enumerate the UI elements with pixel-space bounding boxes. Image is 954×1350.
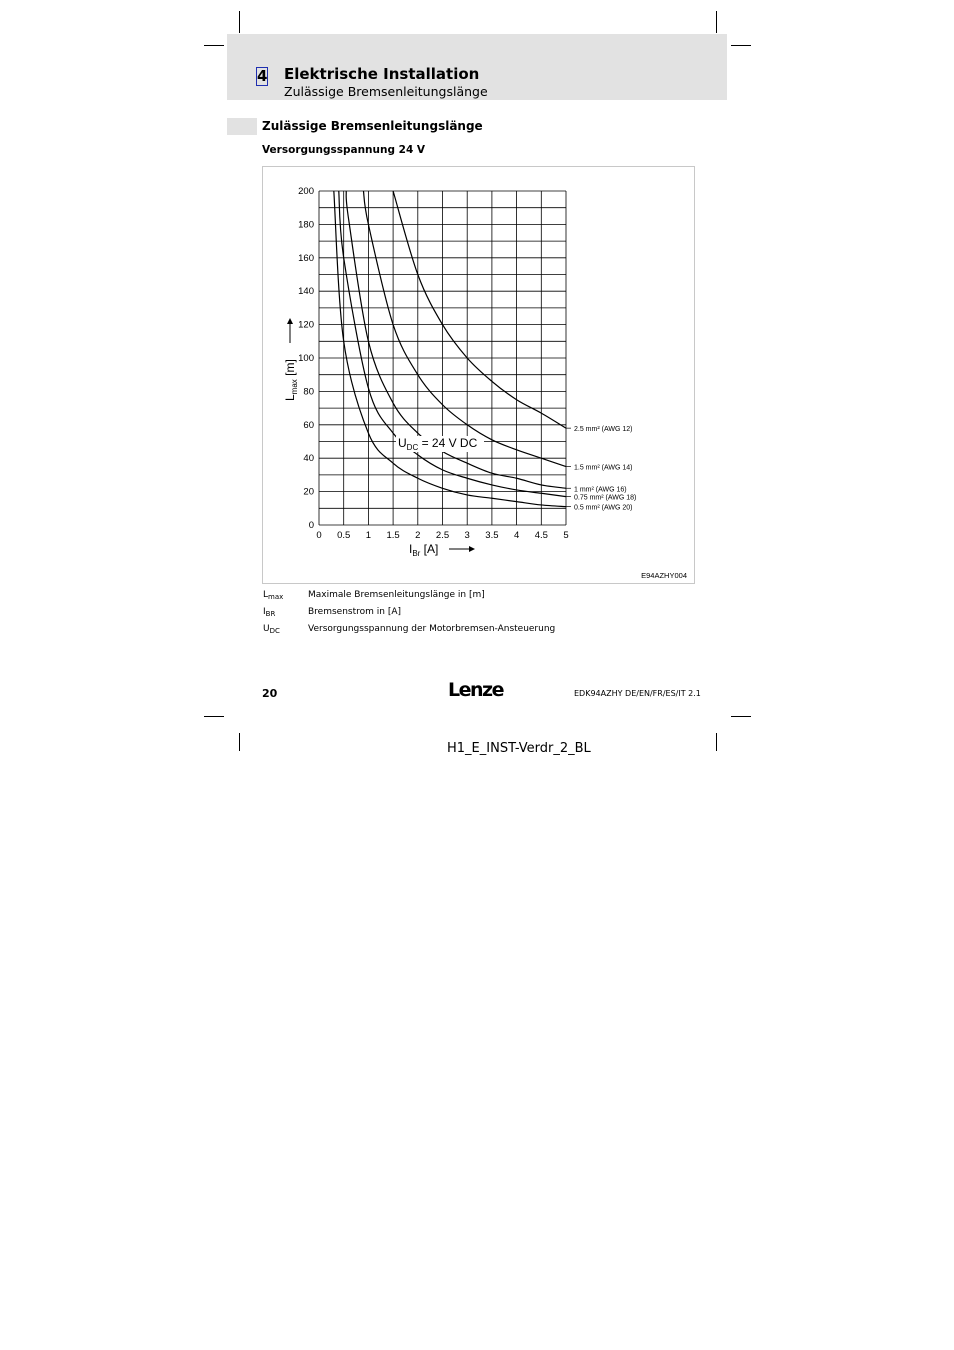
series-curve <box>393 191 566 428</box>
crop-mark <box>716 11 717 33</box>
y-axis-arrow-head <box>287 318 293 324</box>
x-axis-label: $I_{Br}$ [A] <box>409 542 439 558</box>
series-label: 1.5 mm² (AWG 14) <box>574 464 633 472</box>
lenze-logo: Lenze <box>448 679 503 701</box>
x-tick-label: 0.5 <box>337 530 351 541</box>
page-number: 20 <box>262 687 278 700</box>
x-tick-label: 3.5 <box>485 530 499 541</box>
section-title: Zulässige Bremsenleitungslänge <box>262 119 483 133</box>
x-tick-label: 1.5 <box>386 530 400 541</box>
x-tick-label: 4.5 <box>534 530 548 541</box>
y-axis-label: $L_{max}$ [m] <box>283 359 299 401</box>
chapter-title: Elektrische Installation <box>284 65 480 83</box>
x-tick-label: 0 <box>316 530 322 541</box>
x-tick-label: 2 <box>415 530 421 541</box>
legend-symbol: $L_{max}$ <box>263 590 284 601</box>
crop-mark <box>204 716 224 717</box>
y-tick-label: 160 <box>298 252 314 264</box>
brake-cable-length-chart <box>263 167 694 583</box>
series-label: 0.5 mm² (AWG 20) <box>574 504 633 512</box>
series-label: 1 mm² (AWG 16) <box>574 486 627 494</box>
legend-symbol: $U_{DC}$ <box>263 624 280 635</box>
chapter-number: 4 <box>257 67 268 85</box>
y-tick-label: 40 <box>303 453 314 465</box>
x-tick-label: 4 <box>513 530 520 541</box>
crop-mark <box>204 45 224 46</box>
crop-mark <box>239 733 240 751</box>
chart-frame <box>262 166 695 584</box>
section-marker <box>227 118 257 135</box>
x-tick-label: 3 <box>464 530 470 541</box>
crop-mark <box>731 716 751 717</box>
series-label: 2.5 mm² (AWG 12) <box>574 426 633 434</box>
series-curve <box>363 191 566 467</box>
chart-annotation <box>396 436 484 452</box>
y-tick-label: 100 <box>298 353 314 364</box>
y-tick-label: 200 <box>298 186 314 197</box>
legend-description: Versorgungsspannung der Motorbremsen-Ansteuerung <box>308 624 556 634</box>
x-tick-label: 2.5 <box>435 530 450 541</box>
x-tick-label: 5 <box>563 530 569 541</box>
chart-grid <box>319 191 566 525</box>
y-tick-label: 60 <box>303 419 314 431</box>
y-tick-label: 180 <box>298 219 314 231</box>
chart-tick-labels <box>283 186 569 558</box>
chart-series-labels <box>566 426 636 511</box>
section-subtitle: Versorgungsspannung 24 V <box>262 144 426 156</box>
crop-mark <box>239 11 240 33</box>
x-axis-arrow-head <box>469 546 475 552</box>
y-tick-label: 80 <box>303 386 314 398</box>
y-tick-label: 120 <box>298 319 314 331</box>
annotation-text: $U_{DC} = 24$ V DC <box>398 436 478 452</box>
x-tick-label: 1 <box>365 530 372 541</box>
crop-mark <box>716 733 717 751</box>
y-tick-label: 0 <box>308 520 314 531</box>
chapter-subtitle: Zulässige Bremsenleitungslänge <box>284 84 488 99</box>
series-label: 0.75 mm² (AWG 18) <box>574 494 637 502</box>
legend-description: Maximale Bremsenleitungslänge in [m] <box>308 590 485 600</box>
crop-mark <box>731 45 751 46</box>
document-code: EDK94AZHY DE/EN/FR/ES/IT 2.1 <box>574 689 701 698</box>
legend-symbol: $I_{BR}$ <box>263 607 276 618</box>
legend-description: Bremsenstrom in [A] <box>308 607 402 617</box>
y-tick-label: 20 <box>303 486 314 498</box>
file-identifier: H1_E_INST-Verdr_2_BL <box>447 741 591 756</box>
y-tick-label: 140 <box>298 286 314 298</box>
chart-figure-id: E94AZHY004 <box>641 571 687 580</box>
